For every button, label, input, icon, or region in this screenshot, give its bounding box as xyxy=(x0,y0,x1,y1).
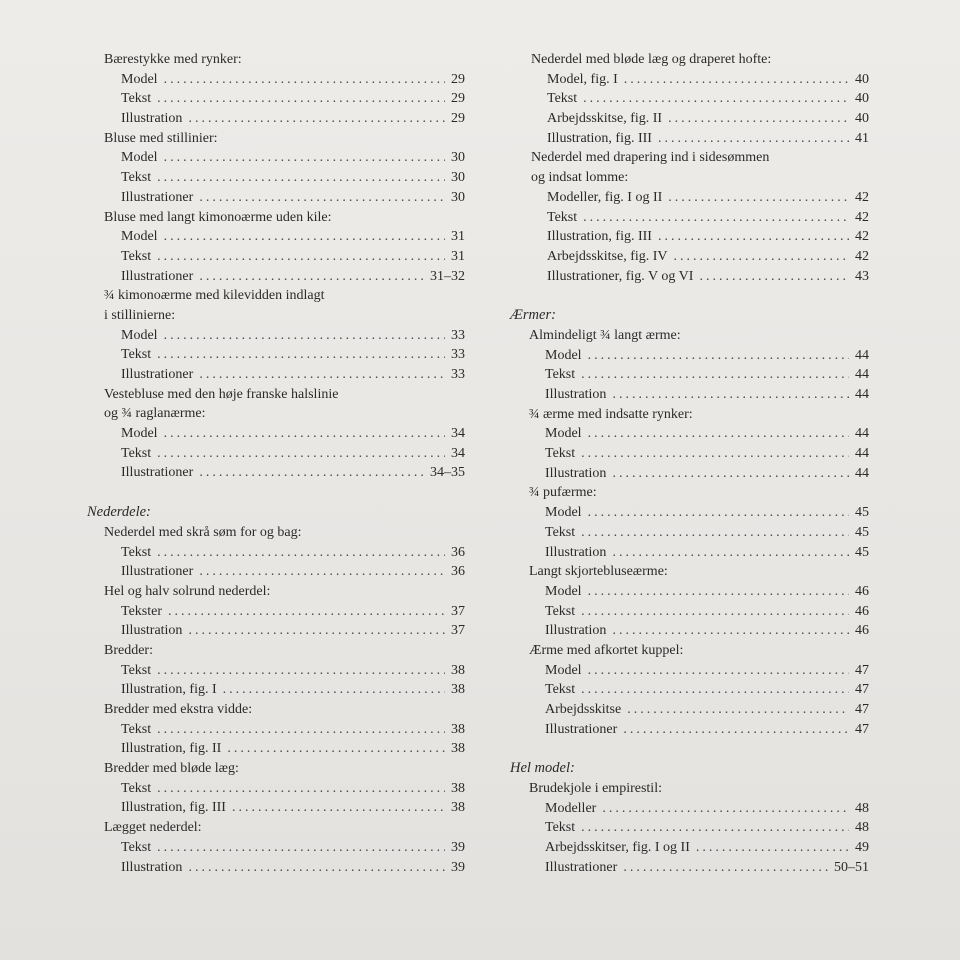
dot-leader xyxy=(157,661,445,681)
entry-label: Illustrationer xyxy=(121,367,194,382)
dot-leader xyxy=(157,89,445,109)
page-number: 48 xyxy=(855,800,869,816)
entry-label: Tekst xyxy=(545,367,576,383)
index-entry xyxy=(87,168,465,188)
dot-leader xyxy=(581,602,849,622)
index-entry xyxy=(87,444,465,464)
page-number: 42 xyxy=(855,189,869,205)
index-column-left xyxy=(87,50,465,877)
page-number: 46 xyxy=(855,623,869,639)
entry-label: Illustrationer xyxy=(545,721,618,737)
page-number: 30 xyxy=(451,189,465,205)
entry-label: Illustration, fig. III xyxy=(121,800,226,816)
entry-label: Modeller, fig. I og II xyxy=(547,189,663,205)
index-entry xyxy=(510,70,869,90)
dot-leader xyxy=(627,700,849,720)
page-number: 47 xyxy=(855,702,869,717)
dot-leader xyxy=(583,208,849,228)
page-number: 34 xyxy=(451,445,465,461)
page-number: 45 xyxy=(855,505,869,521)
section-title: Ærmer: xyxy=(510,307,556,324)
index-entry xyxy=(87,70,465,90)
index-entry xyxy=(87,779,465,799)
index-entry xyxy=(510,661,869,681)
entry-label: Model xyxy=(121,71,158,87)
entry-label: Model xyxy=(545,347,582,363)
entry-label: Illustrationer xyxy=(121,564,194,580)
index-entry xyxy=(510,365,869,385)
entry-label: Tekst xyxy=(545,682,576,698)
dot-leader xyxy=(581,523,849,543)
index-entry xyxy=(87,739,465,759)
dot-leader xyxy=(164,326,445,346)
index-entry xyxy=(510,227,869,247)
section-spacer xyxy=(510,286,869,306)
index-entry xyxy=(510,858,869,878)
index-heading: Almindeligt ¾ langt ærme: xyxy=(529,327,681,343)
entry-label: Tekst xyxy=(545,820,576,836)
index-entry xyxy=(510,267,869,287)
entry-label: Model xyxy=(121,150,158,166)
page-number: 31 xyxy=(451,229,465,245)
entry-label: Tekst xyxy=(121,347,152,363)
page-number: 48 xyxy=(855,820,869,836)
index-entry xyxy=(87,720,465,740)
dot-leader xyxy=(581,818,849,838)
page-number: 47 xyxy=(855,662,869,678)
index-entry xyxy=(510,247,869,267)
entry-label: Tekst xyxy=(121,662,152,678)
dot-leader xyxy=(227,739,445,759)
entry-label: Tekster xyxy=(121,603,163,619)
dot-leader xyxy=(583,89,849,109)
dot-leader xyxy=(188,858,445,878)
entry-label: Tekst xyxy=(121,445,152,461)
index-entry xyxy=(87,109,465,129)
index-heading: Bredder med bløde læg: xyxy=(104,761,239,777)
index-entry xyxy=(87,858,465,878)
index-entry xyxy=(510,680,869,700)
entry-label: Tekst xyxy=(545,603,576,619)
page-number: 37 xyxy=(451,623,465,639)
page-number: 39 xyxy=(451,859,465,875)
entry-label: Tekst xyxy=(545,524,576,540)
index-entry xyxy=(510,720,869,740)
index-heading: Ærme med afkortet kuppel: xyxy=(529,642,684,658)
dot-leader xyxy=(624,70,849,90)
dot-leader xyxy=(588,582,849,602)
entry-label: Model xyxy=(545,662,582,678)
index-entry xyxy=(510,109,869,129)
index-entry xyxy=(87,188,465,208)
page-number: 46 xyxy=(855,583,869,599)
index-heading: Bredder med ekstra vidde: xyxy=(104,702,253,717)
index-entry xyxy=(87,89,465,109)
entry-label: Illustrationer xyxy=(545,859,618,875)
index-heading: Vestebluse med den høje franske halslinie xyxy=(104,386,339,402)
entry-label: Tekst xyxy=(121,721,152,737)
section-title: Nederdele: xyxy=(87,504,151,521)
index-heading: ¾ ærme med indsatte rynker: xyxy=(529,406,693,422)
page-number: 38 xyxy=(451,662,465,678)
dot-leader xyxy=(199,188,445,208)
index-entry xyxy=(510,523,869,543)
page-number: 44 xyxy=(855,347,869,363)
dot-leader xyxy=(668,188,849,208)
index-heading: i stillinierne: xyxy=(104,307,176,323)
page-number: 46 xyxy=(855,603,869,619)
index-heading: Nederdel med bløde læg og draperet hofte: xyxy=(531,52,772,67)
index-entry xyxy=(87,562,465,582)
dot-leader xyxy=(581,680,849,700)
entry-label: Illustration, fig. I xyxy=(121,682,217,698)
index-entry xyxy=(510,838,869,858)
page-number: 38 xyxy=(451,721,465,737)
index-entry xyxy=(87,424,465,444)
dot-leader xyxy=(164,70,445,90)
index-heading: Hel og halv solrund nederdel: xyxy=(104,583,271,599)
index-heading: Langt skjorteblusеærme: xyxy=(529,564,668,580)
entry-label: Tekst xyxy=(121,839,152,855)
index-entry xyxy=(87,326,465,346)
index-entry xyxy=(510,424,869,444)
dot-leader xyxy=(157,345,445,365)
dot-leader xyxy=(699,267,849,287)
entry-label: Illustration, fig. II xyxy=(121,741,222,757)
page-number: 34–35 xyxy=(430,465,465,481)
index-entry xyxy=(87,247,465,267)
page-number: 38 xyxy=(451,741,465,757)
dot-leader xyxy=(199,463,424,483)
page-number: 29 xyxy=(451,111,465,127)
dot-leader xyxy=(581,365,849,385)
index-column-right xyxy=(510,50,869,878)
entry-label: Illustration, fig. III xyxy=(547,130,652,146)
entry-label: Illustration xyxy=(121,111,183,127)
index-entry xyxy=(87,838,465,858)
entry-label: Model, fig. I xyxy=(547,71,618,87)
entry-label: Arbejdsskitse, fig. II xyxy=(547,111,663,127)
page-number: 33 xyxy=(451,367,465,382)
entry-label: Model xyxy=(121,327,158,343)
entry-label: Illustration xyxy=(121,859,183,875)
page-number: 44 xyxy=(855,387,869,402)
entry-label: Tekst xyxy=(121,170,152,186)
index-entry xyxy=(87,148,465,168)
dot-leader xyxy=(623,720,849,740)
index-entry xyxy=(87,227,465,247)
index-heading: Lægget nederdel: xyxy=(104,820,202,836)
page-number: 36 xyxy=(451,564,465,580)
dot-leader xyxy=(602,799,849,819)
index-entry xyxy=(87,621,465,641)
page-number: 37 xyxy=(451,603,465,619)
page-number: 45 xyxy=(855,544,869,560)
dot-leader xyxy=(588,661,849,681)
entry-label: Tekst xyxy=(121,780,152,796)
index-heading: Nederdel med skrå søm for og bag: xyxy=(104,524,302,540)
page-number: 50–51 xyxy=(834,859,869,875)
index-entry xyxy=(87,267,465,287)
dot-leader xyxy=(164,227,445,247)
page-number: 31 xyxy=(451,248,465,264)
section-title: Hel model: xyxy=(510,760,575,777)
entry-label: Modeller xyxy=(545,800,597,816)
entry-label: Model xyxy=(545,583,582,599)
index-heading: Brudekjole i empirestil: xyxy=(529,781,662,797)
dot-leader xyxy=(199,365,445,385)
index-entry xyxy=(510,582,869,602)
index-heading: Bærestykke med rynker: xyxy=(104,52,242,67)
page-number: 41 xyxy=(855,130,869,146)
entry-label: Illustration xyxy=(545,465,607,481)
page-number: 33 xyxy=(451,347,465,363)
page-number: 29 xyxy=(451,71,465,87)
page-number: 43 xyxy=(855,268,869,284)
entry-label: Arbejdsskitser, fig. I og II xyxy=(545,840,690,856)
entry-label: Model xyxy=(121,229,158,245)
dot-leader xyxy=(623,858,828,878)
dot-leader xyxy=(199,562,445,582)
entry-label: Model xyxy=(121,426,158,442)
index-entry xyxy=(510,444,869,464)
dot-leader xyxy=(612,621,849,641)
index-entry xyxy=(87,345,465,365)
page-number: 42 xyxy=(855,209,869,225)
entry-label: Illustrationer xyxy=(121,268,194,284)
dot-leader xyxy=(674,247,849,267)
index-entry xyxy=(87,680,465,700)
dot-leader xyxy=(588,346,849,366)
dot-leader xyxy=(164,148,445,168)
index-entry xyxy=(510,818,869,838)
page-number: 42 xyxy=(855,229,869,245)
entry-label: Illustrationer xyxy=(121,465,194,481)
index-entry xyxy=(510,89,869,109)
index-entry xyxy=(510,543,869,563)
entry-label: Illustration, fig. III xyxy=(547,229,652,245)
dot-leader xyxy=(658,129,849,149)
page-number: 44 xyxy=(855,446,869,462)
page-number: 40 xyxy=(855,71,869,87)
dot-leader xyxy=(581,444,849,464)
entry-label: Tekst xyxy=(121,91,152,107)
index-entry xyxy=(510,188,869,208)
index-entry xyxy=(87,602,465,622)
index-entry xyxy=(87,365,465,385)
entry-label: Illustration xyxy=(121,623,183,639)
index-heading: ¾ pufærme: xyxy=(529,485,597,501)
index-entry xyxy=(87,798,465,818)
index-heading: og indsat lomme: xyxy=(531,170,629,186)
entry-label: Illustration xyxy=(545,623,607,639)
page-number: 38 xyxy=(451,682,465,698)
index-entry xyxy=(510,346,869,366)
index-entry xyxy=(510,621,869,641)
dot-leader xyxy=(612,464,849,484)
entry-label: Illustrationer xyxy=(121,189,194,205)
dot-leader xyxy=(696,838,849,858)
dot-leader xyxy=(668,109,849,129)
index-entry xyxy=(510,602,869,622)
dot-leader xyxy=(588,424,849,444)
dot-leader xyxy=(168,602,445,622)
dot-leader xyxy=(157,838,445,858)
page-number: 44 xyxy=(855,426,869,442)
entry-label: Model xyxy=(545,505,582,521)
dot-leader xyxy=(157,247,445,267)
index-entry xyxy=(510,799,869,819)
index-entry xyxy=(510,503,869,523)
entry-label: Arbejdsskitse, fig. IV xyxy=(547,248,668,264)
page-number: 34 xyxy=(451,426,465,442)
index-entry xyxy=(87,661,465,681)
page-number: 47 xyxy=(855,682,869,698)
dot-leader xyxy=(157,444,445,464)
index-heading: Bluse med stillinier: xyxy=(104,130,218,146)
dot-leader xyxy=(588,503,849,523)
entry-label: Model xyxy=(545,426,582,442)
page-number: 49 xyxy=(855,840,869,856)
index-heading: Nederdel med drapering ind i sidesømmen xyxy=(531,150,770,166)
entry-label: Tekst xyxy=(545,446,576,462)
index-heading: og ¾ raglanærme: xyxy=(104,406,206,422)
page-number: 30 xyxy=(451,170,465,186)
index-entry xyxy=(87,543,465,563)
index-entry xyxy=(87,463,465,483)
entry-label: Tekst xyxy=(121,248,152,264)
page-number: 40 xyxy=(855,91,869,107)
page-number: 29 xyxy=(451,91,465,107)
page-number: 38 xyxy=(451,780,465,796)
entry-label: Tekst xyxy=(121,544,152,560)
dot-leader xyxy=(223,680,445,700)
dot-leader xyxy=(164,424,445,444)
dot-leader xyxy=(232,798,445,818)
dot-leader xyxy=(612,543,849,563)
page-number: 47 xyxy=(855,721,869,737)
index-entry xyxy=(510,385,869,405)
index-heading: Bluse med langt kimonoærme uden kile: xyxy=(104,209,332,225)
dot-leader xyxy=(188,109,445,129)
page-number: 42 xyxy=(855,248,869,264)
page-number: 45 xyxy=(855,524,869,540)
page-number: 33 xyxy=(451,327,465,343)
entry-label: Arbejdsskitse xyxy=(545,702,622,717)
entry-label: Tekst xyxy=(547,209,578,225)
dot-leader xyxy=(658,227,849,247)
index-entry xyxy=(510,700,869,720)
dot-leader xyxy=(188,621,445,641)
section-spacer xyxy=(87,483,465,503)
entry-label: Tekst xyxy=(547,91,578,107)
entry-label: Illustrationer, fig. V og VI xyxy=(547,268,694,284)
index-heading: Bredder: xyxy=(104,642,153,658)
entry-label: Illustration xyxy=(545,544,607,560)
dot-leader xyxy=(199,267,424,287)
index-heading: ¾ kimonoærme med kilevidden indlagt xyxy=(104,288,325,304)
page-number: 44 xyxy=(855,465,869,481)
index-entry xyxy=(510,208,869,228)
page-number: 44 xyxy=(855,367,869,383)
dot-leader xyxy=(157,720,445,740)
dot-leader xyxy=(157,543,445,563)
page-number: 30 xyxy=(451,150,465,166)
dot-leader xyxy=(612,385,849,405)
page-number: 36 xyxy=(451,544,465,560)
page-number: 38 xyxy=(451,800,465,816)
dot-leader xyxy=(157,168,445,188)
page-number: 31–32 xyxy=(430,268,465,284)
index-entry xyxy=(510,464,869,484)
index-entry xyxy=(510,129,869,149)
entry-label: Illustration xyxy=(545,387,607,402)
dot-leader xyxy=(157,779,445,799)
page-number: 39 xyxy=(451,839,465,855)
page-number: 40 xyxy=(855,111,869,127)
section-spacer xyxy=(510,739,869,759)
